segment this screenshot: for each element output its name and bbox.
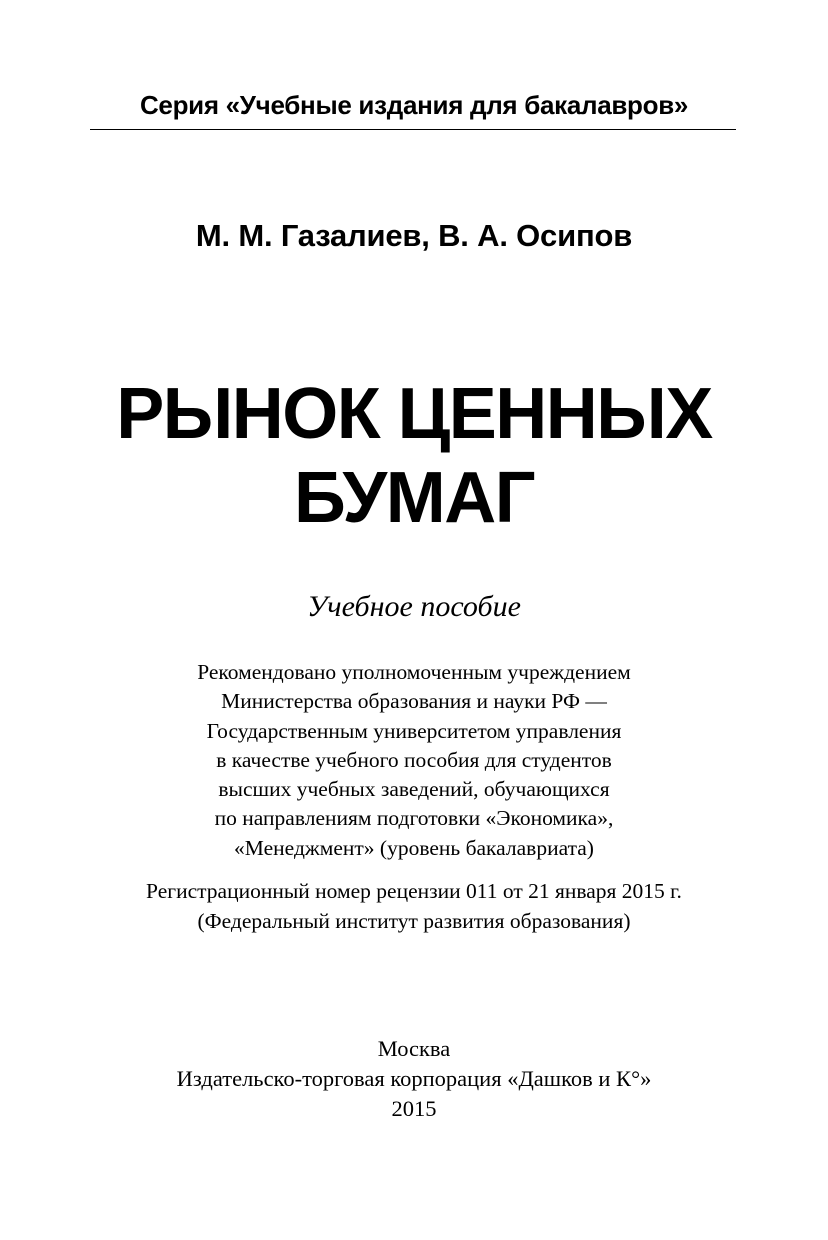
book-title-line-2: БУМАГ [293,458,535,538]
imprint-year: 2015 [391,1096,437,1121]
imprint-publisher: Издательско-торговая корпорация «Дашков и К°» [176,1066,652,1091]
recommendation-block [0,658,828,863]
imprint-block [0,1034,828,1124]
recommendation-line: «Менеджмент» (уровень бакалавриата) [234,835,594,860]
registration-line: (Федеральный институт развития образования) [197,909,631,933]
registration-line: Регистрационный номер рецензии 011 от 21 января 2015 г. [146,879,682,903]
recommendation-line: Государственным университетом управления [206,718,622,743]
recommendation-line: в качестве учебного пособия для студентов [216,747,612,772]
recommendation-line: по направлениям подготовки «Экономика», [214,806,614,831]
series-heading: Серия «Учебные издания для бакалавров» [139,90,689,120]
recommendation-line: Министерства образования и науки РФ — [221,689,607,714]
recommendation-line: высших учебных заведений, обучающихся [218,777,610,802]
authors: М. М. Газалиев, В. А. Осипов [195,218,633,253]
recommendation-line: Рекомендовано уполномоченным учреждением [197,660,631,684]
header-divider [90,129,736,130]
book-title [0,372,828,540]
book-title-line-1: РЫНОК ЦЕННЫХ [116,374,712,454]
registration-block [0,876,828,936]
imprint-city: Москва [377,1036,451,1061]
book-subtitle: Учебное пособие [307,590,521,623]
